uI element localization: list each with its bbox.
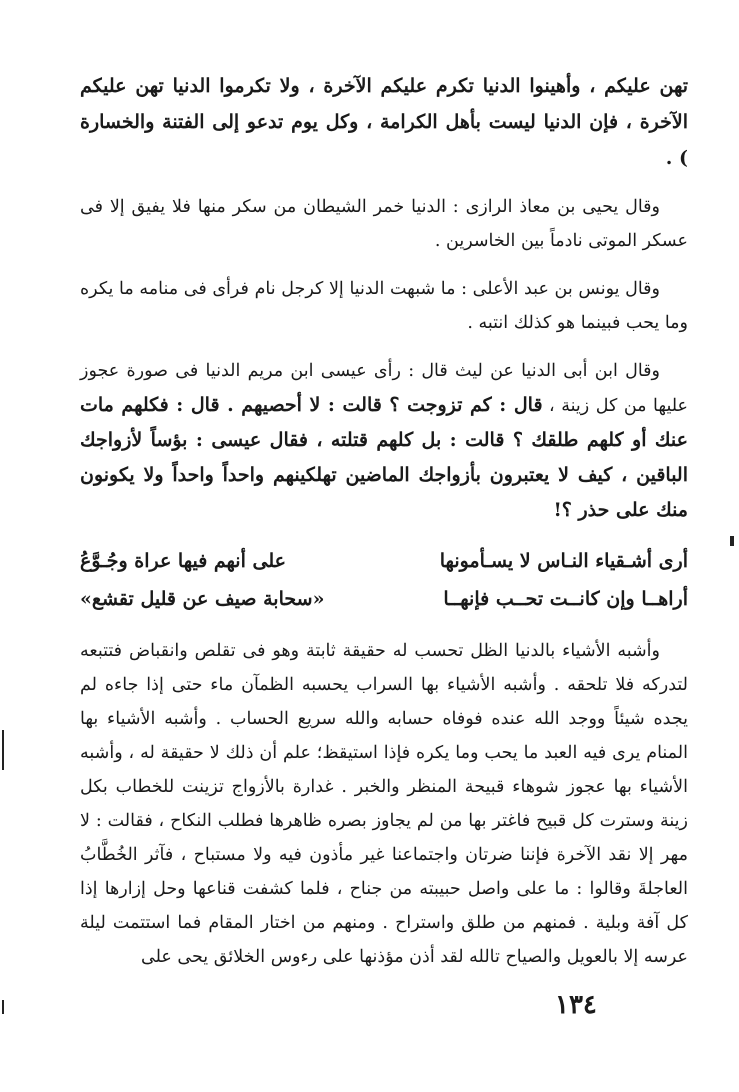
margin-mark <box>2 730 4 770</box>
paragraph-4-text: وقال ابن أبى الدنيا عن ليث قال : رأى عيسى ابن مريم الدنيا فى صورة عجوز عليها من كل زينة ، <box>80 361 688 416</box>
poem-verse <box>80 580 688 618</box>
poem-second-hemistich: على أنهم فيها عراة وجُـوَّعُ <box>80 550 286 572</box>
poem-first-hemistich: أرى أشـقياء النـاس لا يسـأمونها <box>439 550 688 572</box>
poem-verse <box>80 542 688 580</box>
paragraph-5 <box>80 634 688 974</box>
text-body <box>80 68 688 988</box>
poem-first-hemistich: أراهــا وإن كانــت تحــب فإنهــا <box>443 588 688 610</box>
paragraph-2-text: وقال يحيى بن معاذ الرازى : الدنيا خمر الشيطان من سكر منها فلا يفيق إلا فى عسكر الموتى نادماً بين الخاسرين . <box>80 197 688 251</box>
paragraph-1 <box>80 68 688 176</box>
paragraph-3-text: وقال يونس بن عبد الأعلى : ما شبهت الدنيا إلا كرجل نام فرأى فى منامه ما يكره وما يحب فبينما هو كذلك انتبه . <box>80 279 688 333</box>
paragraph-5-text: وأشبه الأشياء بالدنيا الظل تحسب له حقيقة ثابتة وهو فى تقلص وانقباض فتتبعه لتدركه فلا تلحقه . وأشبه الأشياء بها السراب يحسبه الظمآن ماء حتى إذا جاءه لم يجده شيئاً ووجد الله عنده فوفاه حسابه والله سريع الحساب . وأشبه الأشياء بها المنام يرى فيه العبد ما يحب وما يكره فإذا استيقظ؛ علم أن ذلك لا حقيقة له ، وأشبه الأشياء بها عجوز شوهاء قبيحة المنظر والخبر . غدارة بالأزواج تزينت للخطاب بكل زينة وسترت كل قبيح فاغتر بها من لم يجاوز بصره ظاهرها فطلب النكاح ، فقالت : لا مهر إلا نقد الآخرة فإننا ضرتان واجتماعنا غير مأذون فيه ولا مستباح ، فآثر الخُطَّابُ العاجلةَ وقالوا : ما على واصل حبيبته من جناح ، فلما كشفت قناعها وحل إزارها إذا كل آفة وبلية . فمنهم من طلق واستراح . ومنهم من اختار المقام فما استتمت ليلة عرسه إلا بالعويل والصياح تالله لقد أذن مؤذنها على رءوس الخلائق يحى على <box>80 641 688 967</box>
page-number: ١٣٤ <box>555 990 597 1020</box>
paragraph-4 <box>80 354 688 528</box>
margin-mark <box>2 1000 4 1014</box>
paragraph-3 <box>80 272 688 340</box>
margin-mark <box>730 536 734 546</box>
poem-second-hemistich: «سحابة صيف عن قليل تقشع» <box>80 588 325 610</box>
poem <box>80 542 688 618</box>
paragraph-1-text: تهن عليكم ، وأهينوا الدنيا تكرم عليكم الآخرة ، ولا تكرموا الدنيا تهن عليكم الآخرة ، فإن الدنيا ليست بأهل الكرامة ، وكل يوم تدعو إلى الفتنة والخسارة ) . <box>80 75 688 169</box>
paragraph-4-bold-text: قال : كم تزوجت ؟ قالت : لا أحصيهم . قال : فكلهم مات عنك أو كلهم طلقك ؟ قالت : بل كلهم قتلته ، فقال عيسى : بؤساً لأزواجك الباقين ، كيف لا يعتبرون بأزواجك الماضين تهلكينهم واحداً واحداً ولا يكونون منك على حذر ؟! <box>80 394 688 521</box>
paragraph-2 <box>80 190 688 258</box>
